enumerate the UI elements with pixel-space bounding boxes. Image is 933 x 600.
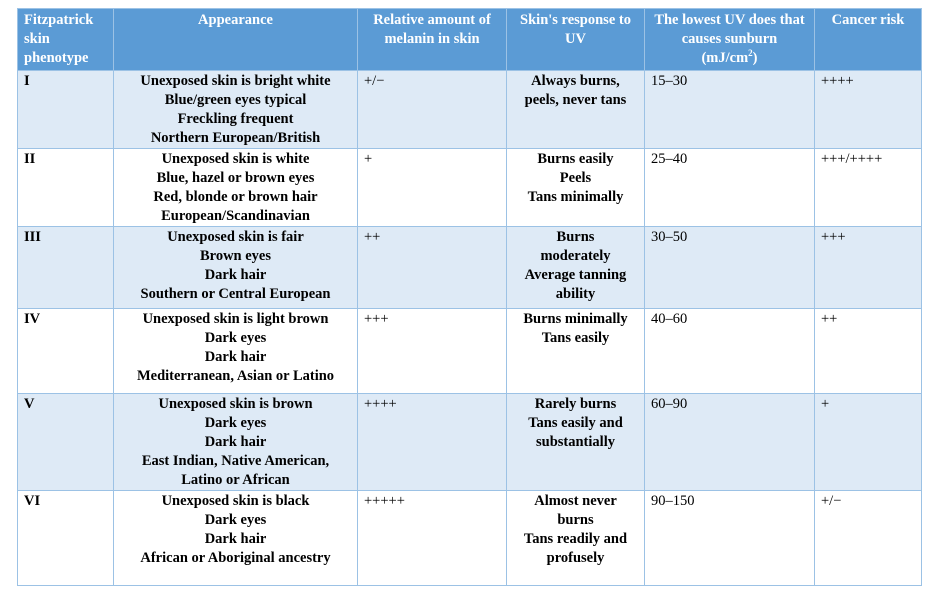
table-row bbox=[18, 491, 922, 586]
appearance-cell-line: Red, blonde or brown hair bbox=[153, 189, 318, 205]
appearance-cell-line: Mediterranean, Asian or Latino bbox=[136, 368, 335, 384]
uv-dose-cell: 90–150 bbox=[645, 491, 815, 586]
header-response: Skin's response to UV bbox=[507, 9, 645, 71]
appearance-cell-line: Dark eyes bbox=[204, 512, 267, 528]
appearance-cell-line: Blue/green eyes typical bbox=[164, 92, 307, 108]
header-cancer-risk: Cancer risk bbox=[815, 9, 922, 71]
appearance-cell bbox=[114, 309, 358, 394]
phenotype-cell: VI bbox=[18, 491, 114, 586]
appearance-cell-line: Dark hair bbox=[204, 434, 267, 450]
appearance-cell bbox=[114, 149, 358, 227]
uv-response-cell-line: burns bbox=[557, 512, 594, 528]
appearance-cell-line: Dark eyes bbox=[204, 330, 267, 346]
uv-response-cell-line: Average tanning bbox=[524, 267, 627, 283]
uv-response-cell-line: Tans minimally bbox=[527, 189, 624, 205]
uv-response-cell-line: Tans easily and bbox=[528, 415, 623, 431]
appearance-cell-line: Dark hair bbox=[204, 349, 267, 365]
uv-response-cell bbox=[507, 71, 645, 149]
appearance-cell bbox=[114, 394, 358, 491]
cancer-risk-cell: +++ bbox=[815, 227, 922, 309]
appearance-cell bbox=[114, 71, 358, 149]
header-uv-unit-sup: 2 bbox=[748, 48, 753, 59]
appearance-cell-line: European/Scandinavian bbox=[161, 208, 310, 224]
uv-response-cell-line: Burns minimally bbox=[523, 311, 628, 327]
appearance-cell bbox=[114, 491, 358, 586]
phenotype-cell: II bbox=[18, 149, 114, 227]
header-uv-dose-text: The lowest UV does that causes sunburn bbox=[654, 12, 805, 47]
table-row bbox=[18, 394, 922, 491]
cancer-risk-cell: +++/++++ bbox=[815, 149, 922, 227]
uv-dose-cell: 30–50 bbox=[645, 227, 815, 309]
melanin-cell: +/− bbox=[358, 71, 507, 149]
table-row bbox=[18, 71, 922, 149]
cancer-risk-cell: + bbox=[815, 394, 922, 491]
uv-response-cell bbox=[507, 491, 645, 586]
appearance-cell-line: Unexposed skin is brown bbox=[158, 396, 313, 412]
melanin-cell: +++ bbox=[358, 309, 507, 394]
appearance-cell-line: Dark hair bbox=[204, 531, 267, 547]
uv-response-cell-line: ability bbox=[555, 286, 596, 302]
uv-response-cell-line: Always burns, bbox=[531, 73, 620, 89]
appearance-cell-line: Freckling frequent bbox=[177, 111, 294, 127]
uv-response-cell-line: moderately bbox=[540, 248, 611, 264]
uv-response-cell bbox=[507, 227, 645, 309]
uv-dose-cell: 60–90 bbox=[645, 394, 815, 491]
melanin-cell: + bbox=[358, 149, 507, 227]
header-uv-dose bbox=[645, 9, 815, 71]
appearance-cell-line: Northern European/British bbox=[150, 130, 321, 146]
cancer-risk-cell: ++++ bbox=[815, 71, 922, 149]
header-appearance: Appearance bbox=[114, 9, 358, 71]
uv-response-cell bbox=[507, 149, 645, 227]
table-body bbox=[18, 71, 922, 586]
table-row bbox=[18, 309, 922, 394]
appearance-cell-line: Dark eyes bbox=[204, 415, 267, 431]
header-phenotype: Fitzpatrick skin phenotype bbox=[18, 9, 114, 71]
uv-response-cell-line: Burns bbox=[556, 229, 595, 245]
uv-response-cell-line: Peels bbox=[559, 170, 592, 186]
appearance-cell-line: Unexposed skin is bright white bbox=[140, 73, 331, 89]
phenotype-cell: IV bbox=[18, 309, 114, 394]
fitzpatrick-table bbox=[17, 8, 922, 586]
uv-response-cell bbox=[507, 309, 645, 394]
uv-dose-cell: 40–60 bbox=[645, 309, 815, 394]
uv-response-cell-line: profusely bbox=[546, 550, 605, 566]
uv-response-cell-line: Tans easily bbox=[541, 330, 610, 346]
appearance-cell bbox=[114, 227, 358, 309]
header-melanin: Relative amount of melanin in skin bbox=[358, 9, 507, 71]
appearance-cell-line: Unexposed skin is light brown bbox=[142, 311, 329, 327]
appearance-cell-line: African or Aboriginal ancestry bbox=[140, 550, 331, 566]
appearance-cell-line: Blue, hazel or brown eyes bbox=[156, 170, 315, 186]
uv-response-cell-line: Almost never bbox=[534, 493, 617, 509]
uv-response-cell-line: Tans readily and bbox=[523, 531, 628, 547]
appearance-cell-line: Brown eyes bbox=[199, 248, 272, 264]
phenotype-cell: III bbox=[18, 227, 114, 309]
uv-response-cell bbox=[507, 394, 645, 491]
header-uv-unit-prefix: (mJ/cm bbox=[701, 50, 749, 66]
appearance-cell-line: Unexposed skin is fair bbox=[167, 229, 304, 245]
table-row bbox=[18, 227, 922, 309]
cancer-risk-cell: +/− bbox=[815, 491, 922, 586]
uv-response-cell-line: substantially bbox=[536, 434, 615, 450]
appearance-cell-line: Dark hair bbox=[204, 267, 267, 283]
uv-response-cell-line: Rarely burns bbox=[534, 396, 617, 412]
melanin-cell: ++ bbox=[358, 227, 507, 309]
table-row bbox=[18, 149, 922, 227]
phenotype-cell: V bbox=[18, 394, 114, 491]
appearance-cell-line: Unexposed skin is white bbox=[161, 151, 310, 167]
appearance-cell-line: East Indian, Native American, bbox=[141, 453, 330, 469]
header-uv-unit-suffix: ) bbox=[752, 50, 758, 66]
header-row bbox=[18, 9, 922, 71]
appearance-cell-line: Unexposed skin is black bbox=[161, 493, 310, 509]
appearance-cell-line: Latino or African bbox=[181, 472, 290, 488]
cancer-risk-cell: ++ bbox=[815, 309, 922, 394]
melanin-cell: +++++ bbox=[358, 491, 507, 586]
melanin-cell: ++++ bbox=[358, 394, 507, 491]
uv-dose-cell: 25–40 bbox=[645, 149, 815, 227]
uv-response-cell-line: Burns easily bbox=[537, 151, 614, 167]
phenotype-cell: I bbox=[18, 71, 114, 149]
appearance-cell-line: Southern or Central European bbox=[140, 286, 331, 302]
uv-dose-cell: 15–30 bbox=[645, 71, 815, 149]
uv-response-cell-line: peels, never tans bbox=[524, 92, 627, 108]
